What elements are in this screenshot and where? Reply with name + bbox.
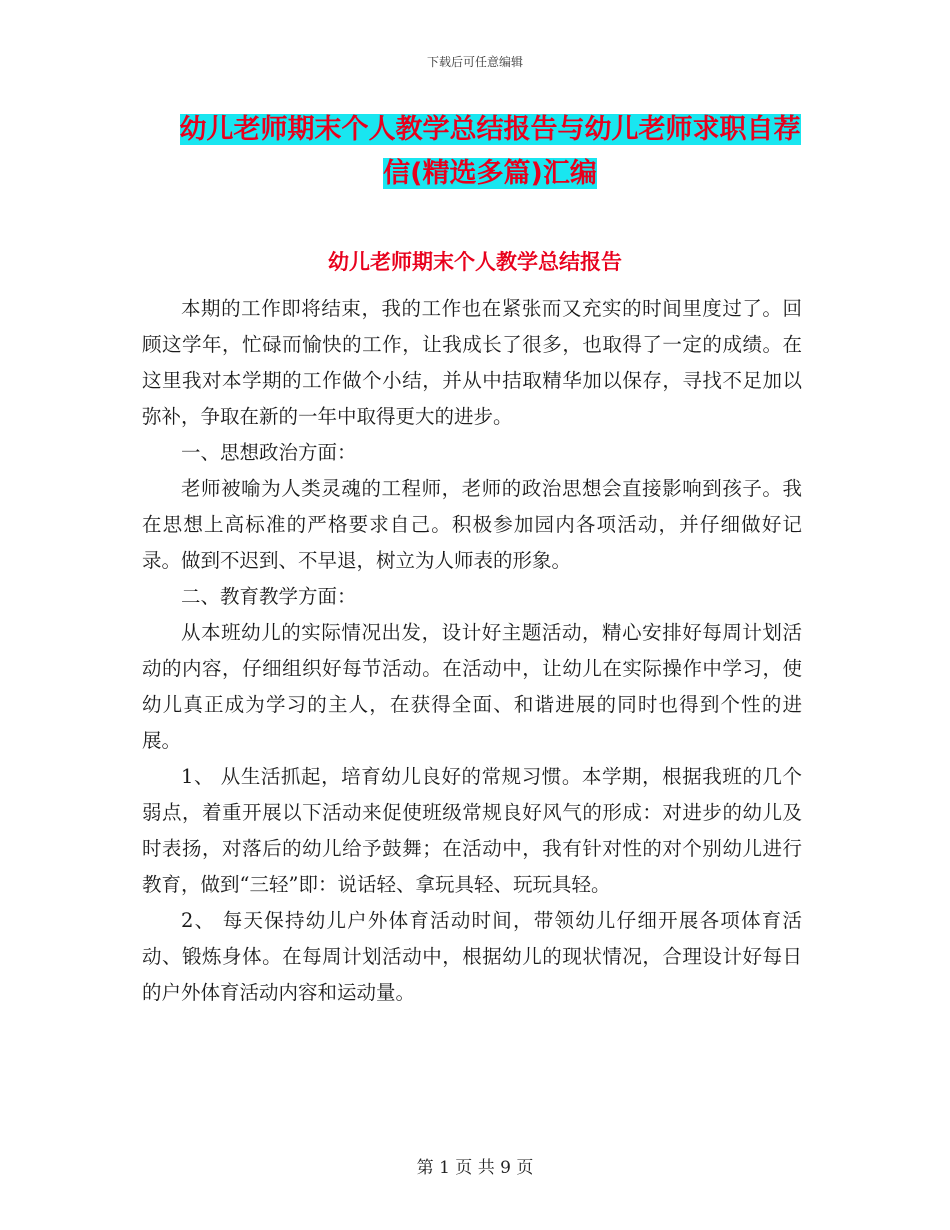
document-title-line-1: 幼儿老师期末个人教学总结报告与幼儿老师求职自荐 [179,114,801,145]
paragraph: 1、 从生活抓起，培育幼儿良好的常规习惯。本学期，根据我班的几个弱点，着重开展以下活动来促使班级常规良好风气的形成：对进步的幼儿及时表扬，对落后的幼儿给予鼓舞；在活动中，我有针对性的对个别幼儿进行教育，做到“三轻”即：说话轻、拿玩具轻、玩玩具轻。 [142,765,802,896]
paragraph-heading: 一、思想政治方面： [181,441,357,464]
paragraph-heading: 二、教育教学方面： [181,585,357,608]
section-title: 幼儿老师期末个人教学总结报告 [328,250,622,274]
paragraph: 从本班幼儿的实际情况出发，设计好主题活动，精心安排好每周计划活动的内容，仔细组织好每节活动。在活动中，让幼儿在实际操作中学习，使幼儿真正成为学习的主人，在获得全面、和谐进展的同时也得到个性的进展。 [142,621,802,752]
document-title-line-2: 信(精选多篇)汇编 [383,158,597,189]
document-title [140,108,840,196]
paragraph: 老师被喻为人类灵魂的工程师，老师的政治思想会直接影响到孩子。我在思想上高标准的严格要求自己。积极参加园内各项活动，并仔细做好记录。做到不迟到、不早退，树立为人师表的形象。 [142,477,802,572]
header-note: 下载后可任意编辑 [426,55,523,69]
paragraph: 本期的工作即将结束，我的工作也在紧张而又充实的时间里度过了。回顾这学年，忙碌而愉快的工作，让我成长了很多，也取得了一定的成绩。在这里我对本学期的工作做个小结，并从中拮取精华加以保存，寻找不足加以弥补，争取在新的一年中取得更大的进步。 [142,297,802,428]
paragraph: 2、 每天保持幼儿户外体育活动时间，带领幼儿仔细开展各项体育活动、锻炼身体。在每周计划活动中，根据幼儿的现状情况，合理设计好每日的户外体育活动内容和运动量。 [142,909,802,1004]
page-number: 第 1 页 共 9 页 [416,1158,534,1178]
document-body [142,291,802,1011]
